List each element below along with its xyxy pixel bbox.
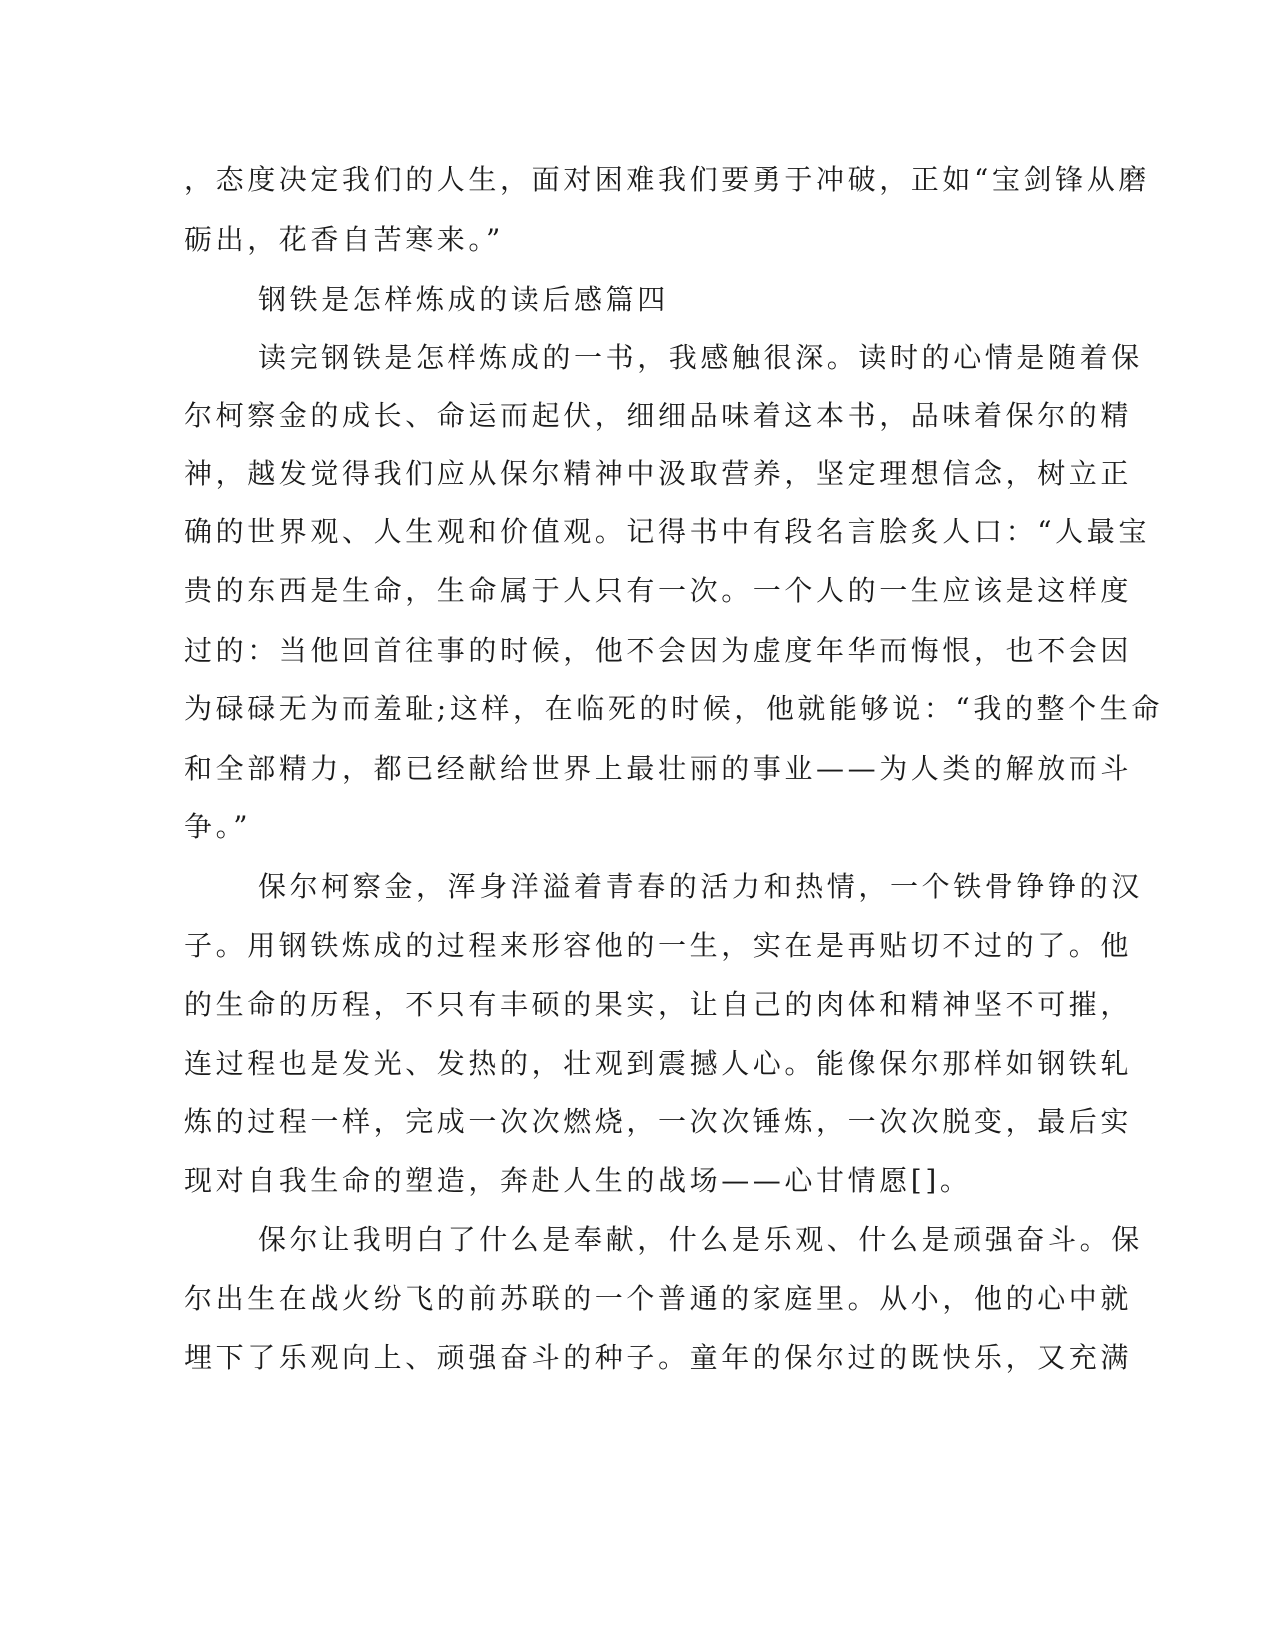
text-line: 尔柯察金的成长、命运而起伏，细细品味着这本书，品味着保尔的精 xyxy=(184,399,1133,432)
text-line: 现对自我生命的塑造，奔赴人生的战场——心甘情愿[]。 xyxy=(184,1164,972,1197)
text-line: 尔出生在战火纷飞的前苏联的一个普通的家庭里。从小，他的心中就 xyxy=(184,1282,1133,1315)
text-line: 确的世界观、人生观和价值观。记得书中有段名言脍炙人口：“人最宝 xyxy=(184,515,1150,548)
text-line: 炼的过程一样，完成一次次燃烧，一次次锤炼，一次次脱变，最后实 xyxy=(184,1105,1133,1138)
text-line: 神，越发觉得我们应从保尔精神中汲取营养，坚定理想信念，树立正 xyxy=(184,457,1133,490)
text-line: 子。用钢铁炼成的过程来形容他的一生，实在是再贴切不过的了。他 xyxy=(184,929,1133,962)
text-line: 过的：当他回首往事的时候，他不会因为虚度年华而悔恨，也不会因 xyxy=(184,634,1133,667)
text-line: 和全部精力，都已经献给世界上最壮丽的事业——为人类的解放而斗 xyxy=(184,752,1133,785)
text-line: 争。” xyxy=(184,810,252,843)
text-line: 贵的东西是生命，生命属于人只有一次。一个人的一生应该是这样度 xyxy=(184,574,1133,607)
text-line: 埋下了乐观向上、顽强奋斗的种子。童年的保尔过的既快乐，又充满 xyxy=(184,1341,1133,1374)
text-line: 为碌碌无为而羞耻;这样，在临死的时候，他就能够说：“我的整个生命 xyxy=(184,692,1163,725)
text-line: 的生命的历程，不只有丰硕的果实，让自己的肉体和精神坚不可摧， xyxy=(184,988,1133,1021)
text-line: ，态度决定我们的人生，面对困难我们要勇于冲破，正如“宝剑锋从磨 xyxy=(184,163,1150,196)
section-heading: 钢铁是怎样炼成的读后感篇四 xyxy=(258,283,669,316)
text-line: 保尔让我明白了什么是奉献，什么是乐观、什么是顽强奋斗。保 xyxy=(258,1223,1143,1256)
text-line: 连过程也是发光、发热的，壮观到震撼人心。能像保尔那样如钢铁轧 xyxy=(184,1047,1133,1080)
text-line: 读完钢铁是怎样炼成的一书，我感触很深。读时的心情是随着保 xyxy=(258,341,1143,374)
text-line: 砺出，花香自苦寒来。” xyxy=(184,223,504,256)
text-line: 保尔柯察金，浑身洋溢着青春的活力和热情，一个铁骨铮铮的汉 xyxy=(258,870,1143,903)
